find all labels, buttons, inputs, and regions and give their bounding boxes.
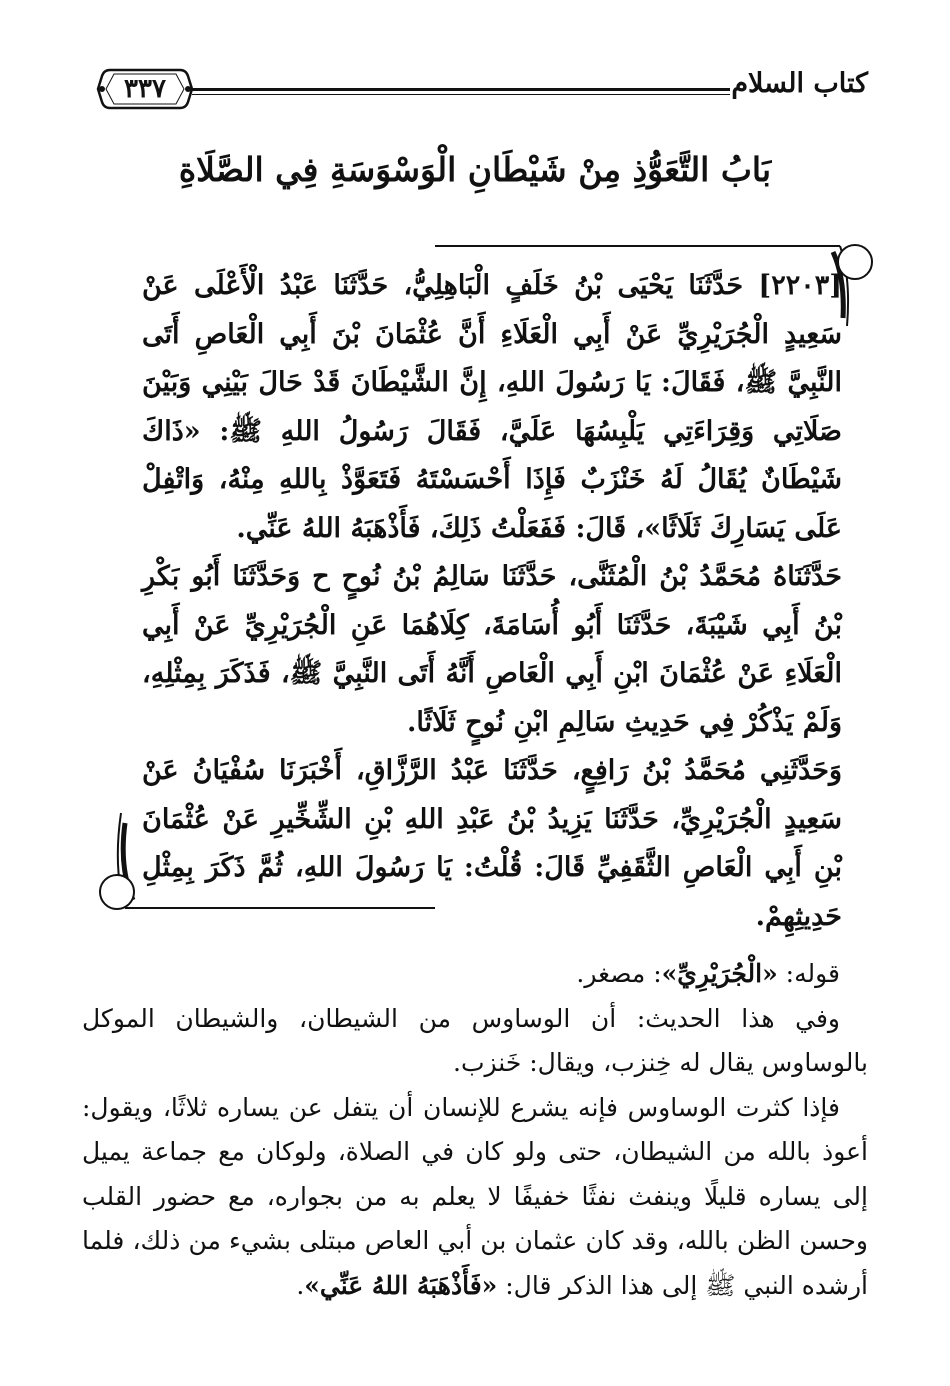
commentary-quote: «فَأَذْهَبَهُ اللهُ عَنِّي»: [304, 1270, 498, 1300]
header-rule: [192, 88, 730, 91]
hadith-paragraph: حَدَّثَنَاهُ مُحَمَّدُ بْنُ الْمُثَنَّى، حَدَّثَنَا سَالِمُ بْنُ نُوحٍ ح وَحَدَّثَنَا أَبُو بَكْرِ بْنُ أَبِي شَيْبَةَ، حَدَّثَنَا أَبُو أُسَامَةَ، كِلَاهُمَا عَنِ الْجُرَيْرِيِّ عَنْ أَبِي الْعَلَاءِ عَنْ عُثْمَانَ ابْنِ أَبِي الْعَاصِ أَنَّهُ أَتَى النَّبِيَّ ﷺ، فَذَكَرَ بِمِثْلِهِ، وَلَمْ يَذْكُرْ فِي حَدِيثِ سَالِمِ ابْنِ نُوحٍ ثَلَاثًا.: [142, 561, 842, 738]
header-rule-thin: [192, 94, 730, 95]
commentary-paragraph: [82, 952, 868, 997]
page-number: ٣٣٧: [124, 74, 166, 104]
page-number-ornament: [96, 66, 194, 112]
chapter-title: بَابُ التَّعَوُّذِ مِنْ شَيْطَانِ الْوَسْوَسَةِ فِي الصَّلَاةِ: [178, 150, 772, 189]
commentary-quote: «الْجُرَيْرِيِّ»: [661, 959, 778, 988]
commentary-lead: قوله:: [777, 959, 840, 988]
commentary-text: .: [296, 1270, 305, 1300]
hadith-paragraph: وَحَدَّثَنِي مُحَمَّدُ بْنُ رَافِعٍ، حَدَّثَنَا عَبْدُ الرَّزَّاقِ، أَخْبَرَنَا سُفْيَانُ عَنْ سَعِيدٍ الْجُرَيْرِيِّ، حَدَّثَنَا يَزِيدُ بْنُ عَبْدِ اللهِ بْنِ الشِّخِّيرِ عَنْ عُثْمَانَ بْنِ أَبِي الْعَاصِ الثَّقَفِيِّ قَالَ: قُلْتُ: يَا رَسُولَ اللهِ، ثُمَّ ذَكَرَ بِمِثْلِ حَدِيثِهِمْ.: [142, 755, 842, 932]
commentary-text: : مصغر.: [576, 959, 662, 988]
commentary: [82, 952, 868, 1308]
commentary-text: فإذا كثرت الوساوس فإنه يشرع للإنسان أن يتفل عن يساره ثلاثًا، ويقول: أعوذ بالله من الشيطان، حتى ولو كان في الصلاة، ولوكان مع جماعة يميل إلى يساره قليلًا وينفث نفثًا خفيفًا لا يعلم به من بجواره، مع حضور القلب وحسن الظن بالله، وقد كان عثمان بن أبي العاص مبتلى بشيء من ذلك، فلما أرشده النبي ﷺ إلى هذا الذكر قال:: [82, 1092, 868, 1300]
commentary-paragraph: وفي هذا الحديث: أن الوساوس من الشيطان، والشيطان الموكل بالوساوس يقال له خِنزب، ويقال: خَنزب.: [82, 1003, 868, 1077]
hadith-text: [142, 262, 842, 941]
commentary-paragraph: [82, 1086, 868, 1309]
running-title: كتاب السلام: [731, 68, 868, 99]
hadith-paragraph: [٢٢٠٣] حَدَّثَنَا يَحْيَى بْنُ خَلَفٍ الْبَاهِلِيُّ، حَدَّثَنَا عَبْدُ الْأَعْلَى عَنْ سَعِيدٍ الْجُرَيْرِيِّ عَنْ أَبِي الْعَلَاءِ أَنَّ عُثْمَانَ بْنَ أَبِي الْعَاصِ أَتَى النَّبِيَّ ﷺ، فَقَالَ: يَا رَسُولَ اللهِ، إِنَّ الشَّيْطَانَ قَدْ حَالَ بَيْنِي وَبَيْنَ صَلَاتِي وَقِرَاءَتِي يَلْبِسُهَا عَلَيَّ، فَقَالَ رَسُولُ اللهِ ﷺ: «ذَاكَ شَيْطَانٌ يُقَالُ لَهُ خَنْزَبٌ فَإِذَا أَحْسَسْتَهُ فَتَعَوَّذْ بِاللهِ مِنْهُ، وَاتْفِلْ عَلَى يَسَارِكَ ثَلَاثًا»، قَالَ: فَفَعَلْتُ ذَلِكَ، فَأَذْهَبَهُ اللهُ عَنِّي.: [142, 270, 842, 544]
